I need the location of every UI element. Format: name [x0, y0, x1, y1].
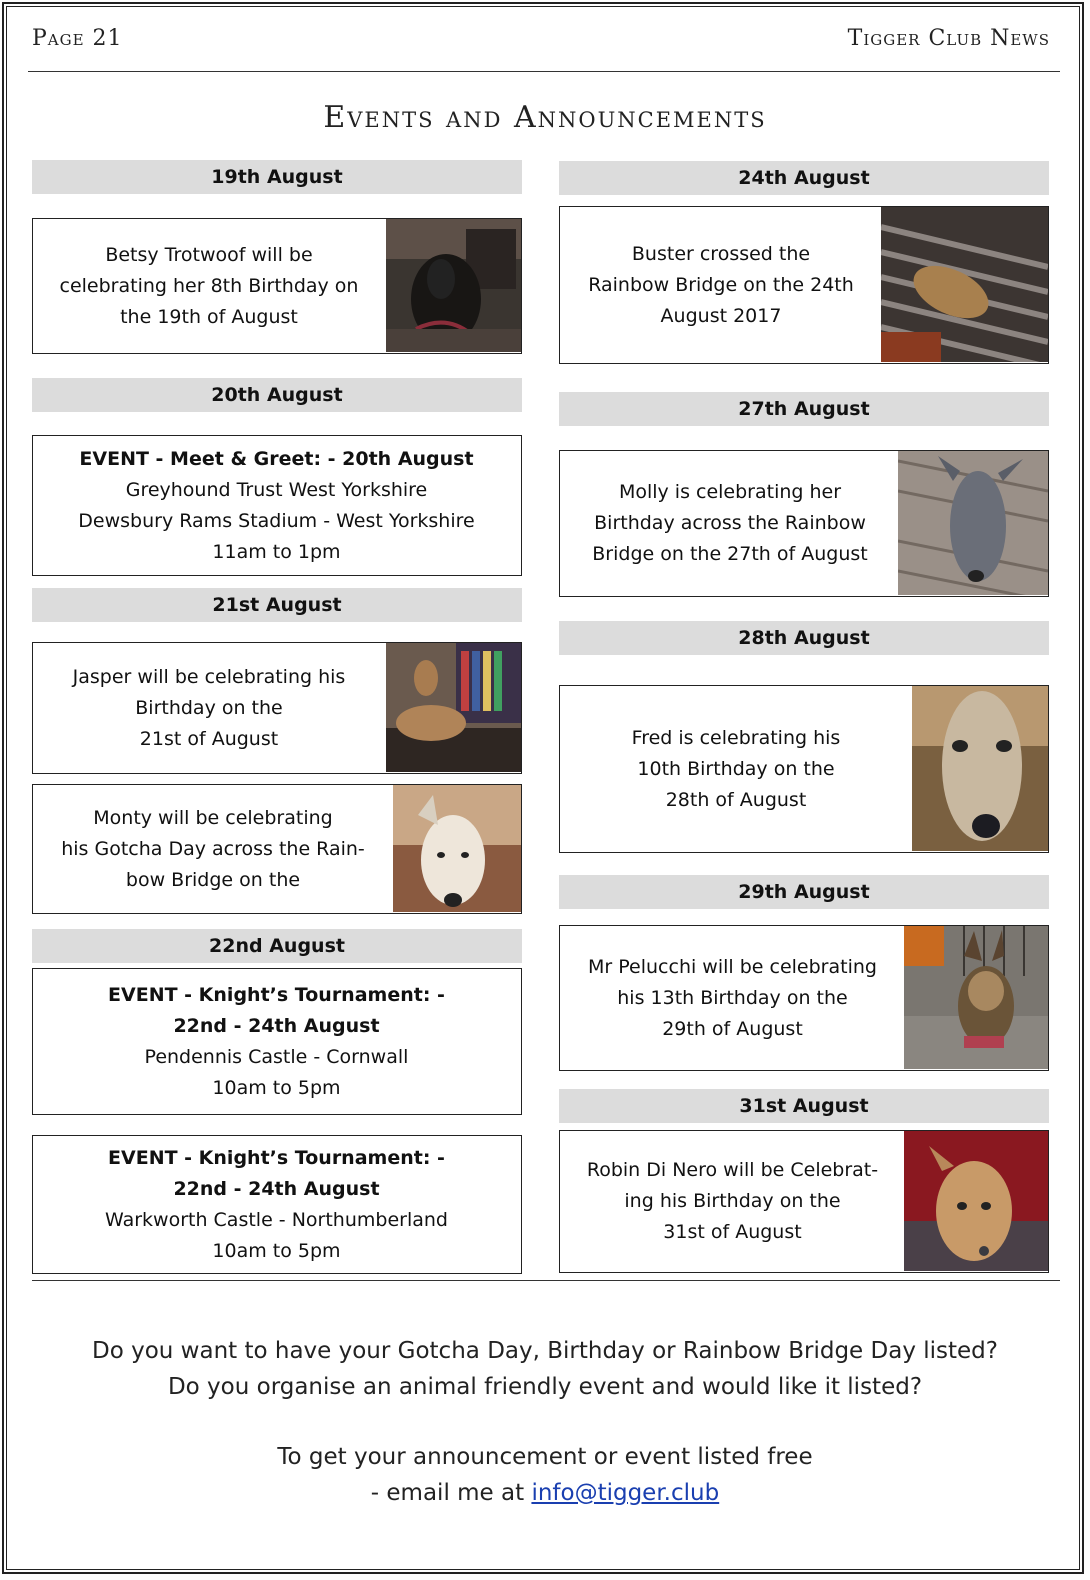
announcement-card-monty	[32, 784, 522, 914]
dog-photo-monty	[393, 785, 521, 913]
announcement-card-mr-pelucchi	[559, 925, 1049, 1071]
date-heading-21-august: 21st August	[32, 588, 522, 622]
email-link[interactable]: info@tigger.club	[531, 1480, 720, 1506]
announcement-text: Molly is celebrating her Birthday across the Rainbow Bridge on the 27th of August	[592, 481, 868, 565]
event-card-warkworth	[32, 1135, 522, 1274]
event-text: EVENT - Meet & Greet: - 20th August Greyhound Trust West Yorkshire Dewsbury Rams Stadium - West Yorkshire 11am to 1pm	[78, 447, 475, 563]
event-card-meet-greet	[32, 435, 522, 576]
announcement-text: Betsy Trotwoof will be celebrating her 8th Birthday on the 19th of August	[59, 243, 359, 328]
footer-email-line	[0, 1480, 1090, 1506]
footer-email-prefix: - email me at	[370, 1480, 532, 1506]
footer-instruction: To get your announcement or event listed free	[277, 1444, 813, 1470]
announcement-text: Jasper will be celebrating his Birthday on the 21st of August	[72, 665, 346, 750]
announcement-card-molly	[559, 450, 1049, 597]
event-text: EVENT - Knight’s Tournament: - 22nd - 24th August Pendennis Castle - Cornwall 10am to 5pm	[108, 983, 445, 1099]
dog-photo-robin-di-nero	[904, 1131, 1048, 1272]
event-card-pendennis	[32, 968, 522, 1115]
page-number: Page 21	[32, 26, 123, 51]
announcement-card-jasper	[32, 642, 522, 774]
page-title: Events and Announcements	[323, 100, 767, 135]
date-heading-29-august: 29th August	[559, 875, 1049, 909]
footer-divider	[32, 1280, 1060, 1281]
dog-photo-buster	[881, 207, 1048, 363]
announcement-text: Monty will be celebrating his Gotcha Day across the Rain- bow Bridge on the	[61, 806, 365, 891]
date-heading-19-august: 19th August	[32, 160, 522, 194]
date-heading-20-august: 20th August	[32, 378, 522, 412]
dog-photo-jasper	[386, 643, 521, 773]
footer-question-1: Do you want to have your Gotcha Day, Birthday or Rainbow Bridge Day listed?	[92, 1338, 998, 1364]
announcement-text: Buster crossed the Rainbow Bridge on the 24th August 2017	[588, 242, 854, 327]
announcement-text: Mr Pelucchi will be celebrating his 13th Birthday on the 29th of August	[588, 955, 877, 1040]
announcement-text: Robin Di Nero will be Celebrat- ing his Birthday on the 31st of August	[586, 1159, 879, 1243]
dog-photo-fred	[912, 686, 1048, 852]
dog-photo-betsy	[386, 219, 521, 353]
announcement-card-robin-di-nero	[559, 1130, 1049, 1273]
event-text: EVENT - Knight’s Tournament: - 22nd - 24th August Warkworth Castle - Northumberland 10am to 5pm	[105, 1146, 448, 1262]
header-divider	[28, 71, 1060, 72]
date-heading-22-august: 22nd August	[32, 929, 522, 963]
publication-name: Tigger Club News	[847, 26, 1050, 51]
date-heading-27-august: 27th August	[559, 392, 1049, 426]
announcement-card-betsy	[32, 218, 522, 354]
date-heading-28-august: 28th August	[559, 621, 1049, 655]
announcement-card-fred	[559, 685, 1049, 853]
dog-photo-molly	[898, 451, 1048, 596]
announcement-text: Fred is celebrating his 10th Birthday on the 28th of August	[631, 726, 841, 811]
dog-photo-mr-pelucchi	[904, 926, 1048, 1070]
date-heading-31-august: 31st August	[559, 1089, 1049, 1123]
footer-question-2: Do you organise an animal friendly event and would like it listed?	[167, 1374, 923, 1400]
date-heading-24-august: 24th August	[559, 161, 1049, 195]
announcement-card-buster	[559, 206, 1049, 364]
